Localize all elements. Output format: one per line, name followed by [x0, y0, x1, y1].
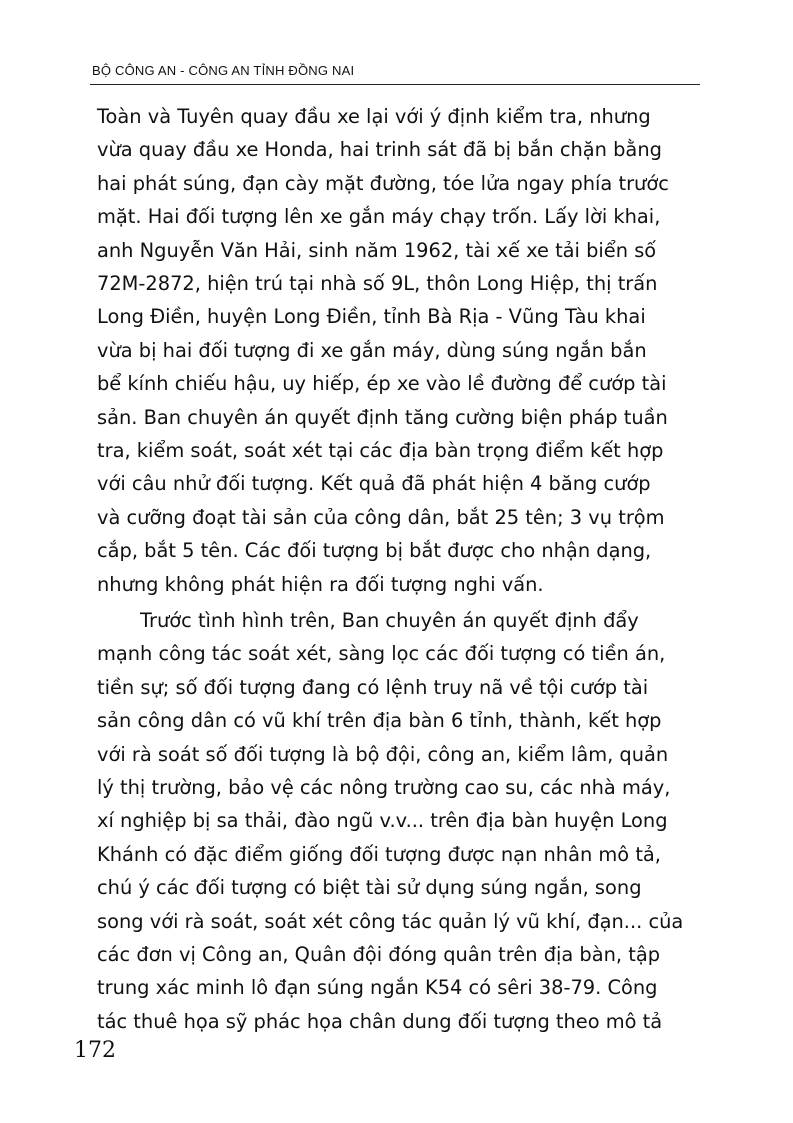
text-line: Trước tình hình trên, Ban chuyên án quyết định đẩy — [140, 609, 639, 632]
text-line: Khánh có đặc điểm giống đối tượng được nạn nhân mô tả, — [97, 843, 661, 866]
text-line: với câu nhử đối tượng. Kết quả đã phát hiện 4 băng cướp — [97, 472, 651, 495]
text-line: cắp, bắt 5 tên. Các đối tượng bị bắt được cho nhận dạng, — [97, 539, 652, 562]
text-line: các đơn vị Công an, Quân đội đóng quân trên địa bàn, tập — [97, 943, 661, 966]
text-line: chú ý các đối tượng có biệt tài sử dụng súng ngắn, song — [97, 876, 642, 899]
text-line: hai phát súng, đạn cày mặt đường, tóe lửa ngay phía trước — [97, 172, 669, 195]
text-line: xí nghiệp bị sa thải, đào ngũ v.v... trên địa bàn huyện Long — [97, 809, 668, 832]
text-line: mặt. Hai đối tượng lên xe gắn máy chạy trốn. Lấy lời khai, — [97, 205, 661, 228]
text-line: Long Điền, huyện Long Điền, tỉnh Bà Rịa - Vũng Tàu khai — [97, 305, 646, 328]
text-line: bể kính chiếu hậu, uy hiếp, ép xe vào lề đường để cướp tài — [97, 372, 667, 395]
text-line: tra, kiểm soát, soát xét tại các địa bàn trọng điểm kết hợp — [97, 439, 664, 462]
text-line: nhưng không phát hiện ra đối tượng nghi vấn. — [97, 573, 544, 596]
text-line: song với rà soát, soát xét công tác quản lý vũ khí, đạn... của — [97, 910, 684, 933]
text-line: và cưỡng đoạt tài sản của công dân, bắt 25 tên; 3 vụ trộm — [97, 506, 665, 529]
text-line: tác thuê họa sỹ phác họa chân dung đối tượng theo mô tả — [97, 1010, 663, 1033]
text-line: sản. Ban chuyên án quyết định tăng cường biện pháp tuần — [97, 406, 668, 429]
text-line: lý thị trường, bảo vệ các nông trường cao su, các nhà máy, — [97, 776, 671, 799]
text-line: tiền sự; số đối tượng đang có lệnh truy nã về tội cướp tài — [97, 676, 649, 699]
header-rule — [90, 84, 700, 85]
text-line: trung xác minh lô đạn súng ngắn K54 có sêri 38-79. Công — [97, 976, 658, 999]
text-line: 72M-2872, hiện trú tại nhà số 9L, thôn Long Hiệp, thị trấn — [97, 272, 658, 295]
text-line: mạnh công tác soát xét, sàng lọc các đối tượng có tiền án, — [97, 642, 666, 665]
text-line: với rà soát số đối tượng là bộ đội, công an, kiểm lâm, quản — [97, 743, 669, 766]
running-header: BỘ CÔNG AN - CÔNG AN TỈNH ĐỒNG NAI — [92, 63, 355, 78]
page-number: 172 — [74, 1038, 116, 1063]
text-line: anh Nguyễn Văn Hải, sinh năm 1962, tài xế xe tải biển số — [97, 239, 657, 262]
text-line: vừa quay đầu xe Honda, hai trinh sát đã bị bắn chặn bằng — [97, 138, 662, 161]
text-line: Toàn và Tuyên quay đầu xe lại với ý định kiểm tra, nhưng — [97, 105, 651, 128]
text-line: vừa bị hai đối tượng đi xe gắn máy, dùng súng ngắn bắn — [97, 339, 647, 362]
text-line: sản công dân có vũ khí trên địa bàn 6 tỉnh, thành, kết hợp — [97, 709, 662, 732]
